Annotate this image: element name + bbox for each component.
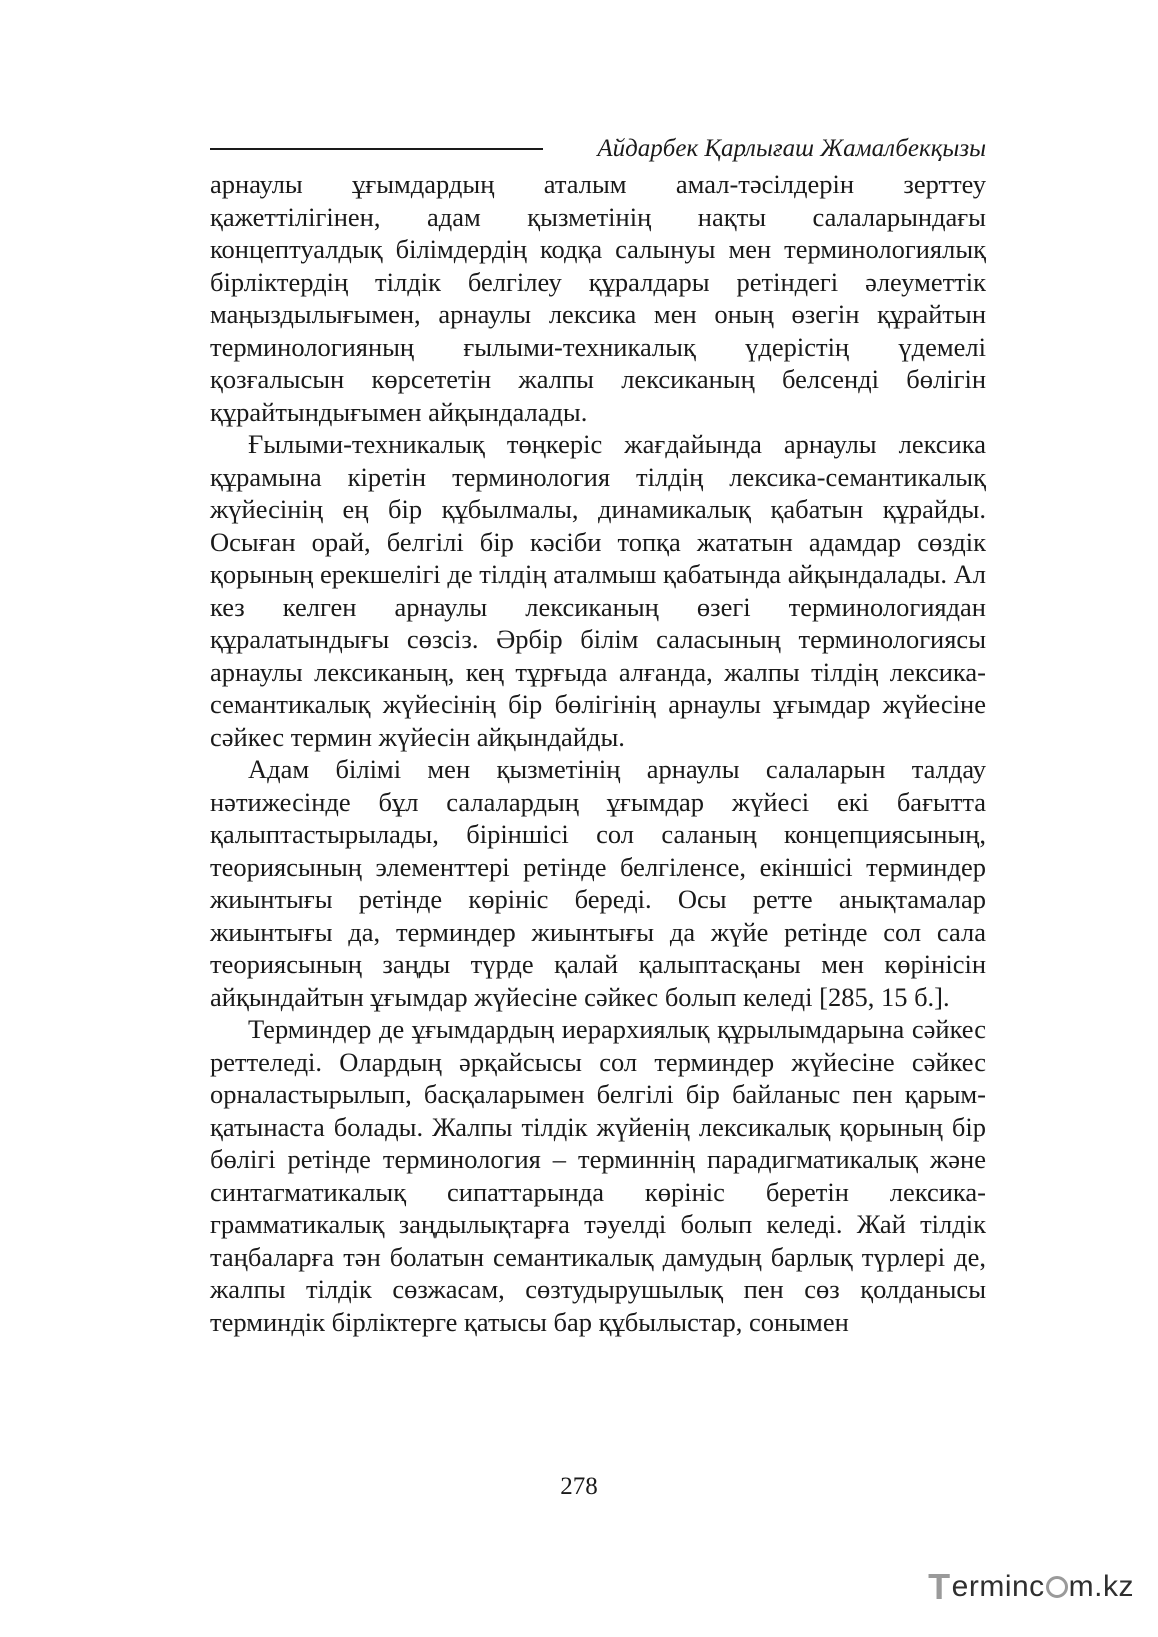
page-number: 278 bbox=[560, 1473, 598, 1500]
watermark-logo bbox=[928, 1567, 1134, 1607]
paragraph: Ғылыми-техникалық төңкеріс жағдайында арнаулы лексика құрамына кіретін терминология тілдің лексика-семантикалық жүйесінің ең бір құбылмалы, динамикалық қабатын құрайды. Осыған орай, белгілі бір кәсіби топқа жататын адамдар сөздік қорының ерекшелігі де тілдің аталмыш қабатында айқындалады. Ал кез келген арнаулы лексиканың өзегі терминологиядан құралатындығы сөзсіз. Әрбір білім саласының терминологиясы арнаулы лексиканың, кең тұрғыда алғанда, жалпы тілдің лексика-семантикалық жүйесінің бір бөлігінің арнаулы ұғымдар жүйесіне сәйкес термин жүйесін айқындайды. bbox=[210, 429, 986, 752]
watermark-text-part: erminc bbox=[951, 1570, 1045, 1603]
header-rule bbox=[210, 148, 543, 150]
paragraph: Адам білімі мен қызметінің арнаулы салаларын талдау нәтижесінде бұл салалардың ұғымдар жүйесі екі бағытта қалыптастырылады, біріншісі сол саланың концепциясының, теориясының элементтері ретінде белгіленсе, екіншісі терминдер жиынтығы ретінде көрініс береді. Осы ретте анықтамалар жиынтығы да, терминдер жиынтығы да жүйе ретінде сол сала теориясының заңды түрде қалай қалыптасқаны мен көрінісін айқындайтын ұғымдар жүйесіне сәйкес болып келеді [285, 15 б.]. bbox=[210, 754, 986, 1012]
watermark-t-glyph: T bbox=[928, 1566, 951, 1607]
paragraph: Терминдер де ұғымдардың иерархиялық құрылымдарына сәйкес реттеледі. Олардың әрқайсысы сол терминдер жүйесіне сәйкес орналастырылып, басқаларымен белгілі бір байланыс пен қарым-қатынаста болады. Жалпы тілдік жүйенің лексикалық қорының бір бөлігі ретінде терминология – терминнің парадигматикалық және синтагматикалық сипаттарында көрініс беретін лексика-грамматикалық заңдылықтарға тәуелді болып келеді. Жай тілдік таңбаларға тән болатын семантикалық дамудың барлық түрлері де, жалпы тілдік сөзжасам, сөзтудырушылық пен сөз қолданысы терминдік бірліктерге қатысы бар құбылыстар, сонымен bbox=[210, 1014, 986, 1337]
header-author: Айдарбек Қарлығаш Жамалбекқызы bbox=[597, 135, 986, 162]
watermark-text-part: m.kz bbox=[1068, 1570, 1134, 1603]
watermark-o-icon bbox=[1046, 1576, 1068, 1598]
paragraph-continuation: арнаулы ұғымдардың аталым амал-тәсілдерін зерттеу қажеттілігінен, адам қызметінің нақты салаларындағы концептуалдық білімдердің кодқа салынуы мен терминологиялық бірліктердің тілдік белгілеу құралдары ретіндегі әлеуметтік маңыздылығымен, арнаулы лексика мен оның өзегін құрайтын терминологияның ғылыми-техникалық үдерістің үдемелі қозғалысын көрсететін жалпы лексиканың белсенді бөлігін құрайтындығымен айқындалады. bbox=[210, 169, 986, 427]
running-header bbox=[210, 133, 986, 169]
body-text bbox=[210, 168, 986, 1338]
